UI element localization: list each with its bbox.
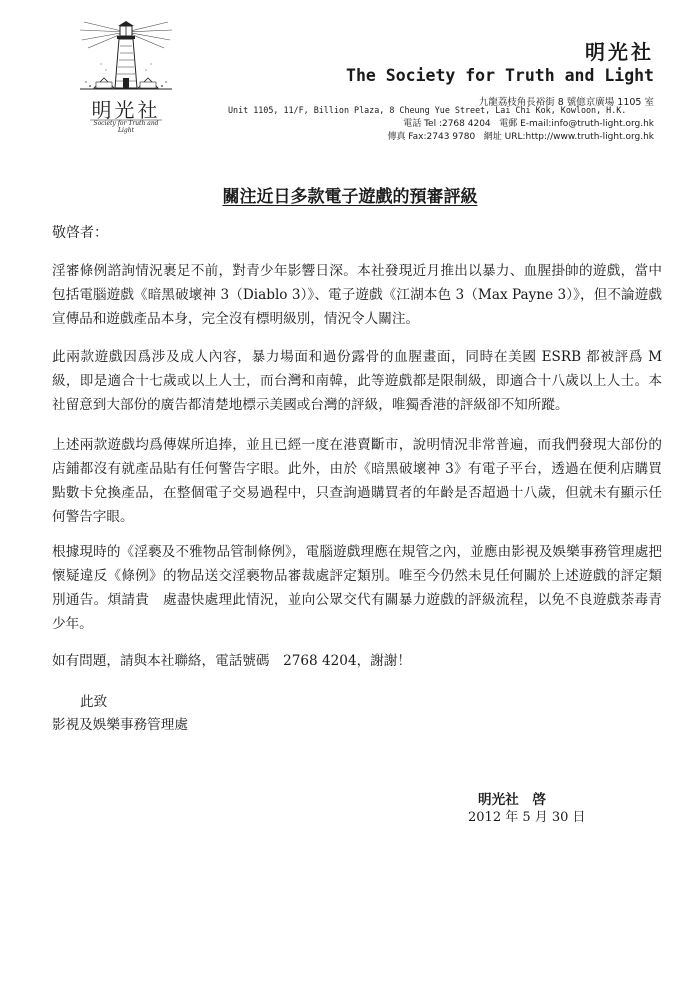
address-english: Unit 1105, 11/F, Billion Plaza, 8 Cheung Yue Street, Lai Chi Kok, Kowloon, H.K.: [228, 105, 627, 115]
paragraph-2: 此兩款遊戲因爲涉及成人內容，暴力場面和過份露骨的血腥畫面，同時在美國 ESRB 都被評爲 M 級，即是適合十七歲或以上人士，而台灣和南韓，此等遊戲都是限制級，即適合十八歲以上人士。本社留意到大部份的廣告都清楚地標示美國或台灣的評級，唯獨香港的評級卻不知所蹤。: [52, 349, 662, 413]
logo-subtitle: Society for Truth and Light: [93, 120, 159, 134]
logo-text: 明光社: [91, 98, 161, 122]
email: 電郵 E-mail:info@truth-light.org.hk: [499, 119, 654, 129]
contact-row-2: [387, 129, 654, 142]
org-name-english: The Society for Truth and Light: [346, 66, 654, 85]
lighthouse-logo: [76, 20, 176, 135]
closing-line-1: 此致: [80, 694, 108, 710]
org-name-chinese: 明光社: [585, 40, 654, 64]
telephone: 電話 Tel :2768 4204: [403, 119, 491, 129]
fax: 傳真 Fax:2743 9780: [387, 132, 476, 142]
salutation: 敬啓者：: [52, 225, 108, 241]
address-chinese: 九龍荔枝角長裕街 8 號億京廣場 1105 室: [478, 97, 654, 108]
letter-date: 2012 年 5 月 30 日: [468, 810, 586, 825]
paragraph-3: 上述兩款遊戲均爲傳媒所追捧，並且已經一度在港賣斷市，說明情況非常普遍，而我們發現大部份的店鋪都沒有就產品貼有任何警告字眼。此外，由於《暗黑破壞神 3》有電子平台，透過在便利店購買點數卡兌換產品，在整個電子交易過程中，只查詢過購買者的年齡是否超過十八歲，但就未有顯示任何警告字眼。: [52, 437, 662, 525]
letter-title-text: 關注近日多款電子遊戲的預審評級: [222, 187, 478, 207]
paragraph-1: 淫審條例諮詢情況裹足不前，對青少年影響日深。本社發現近月推出以暴力、血腥掛帥的遊戲，當中包括電腦遊戲《暗黑破壞神 3（Diablo 3）》、電子遊戲《江湖本色 3（Max Payne 3）》，但不論遊戲宣傳品和遊戲產品本身，完全沒有標明級別，情況令人關注。: [52, 263, 662, 327]
contact-row-1: [403, 116, 654, 129]
signature: 明光社 啓: [478, 792, 546, 808]
paragraph-5: 如有問題，請與本社聯絡，電話號碼 2768 4204，謝謝！: [52, 653, 411, 669]
paragraph-4: 根據現時的《淫褻及不雅物品管制條例》，電腦遊戲理應在規管之內，並應由影視及娛樂事務管理處把懷疑違反《條例》的物品送交淫褻物品審裁處評定類別。唯至今仍然未見任何關於上述遊戲的評定類別通告。煩請貴 處盡快處理此情況，並向公眾交代有關暴力遊戲的評級流程，以免不良遊戲荼毒青少年。: [52, 544, 662, 632]
letter-title: [0, 182, 700, 207]
closing-line-2: 影視及娛樂事務管理處: [52, 717, 188, 733]
website-url: 網址 URL:http://www.truth-light.org.hk: [483, 132, 654, 142]
